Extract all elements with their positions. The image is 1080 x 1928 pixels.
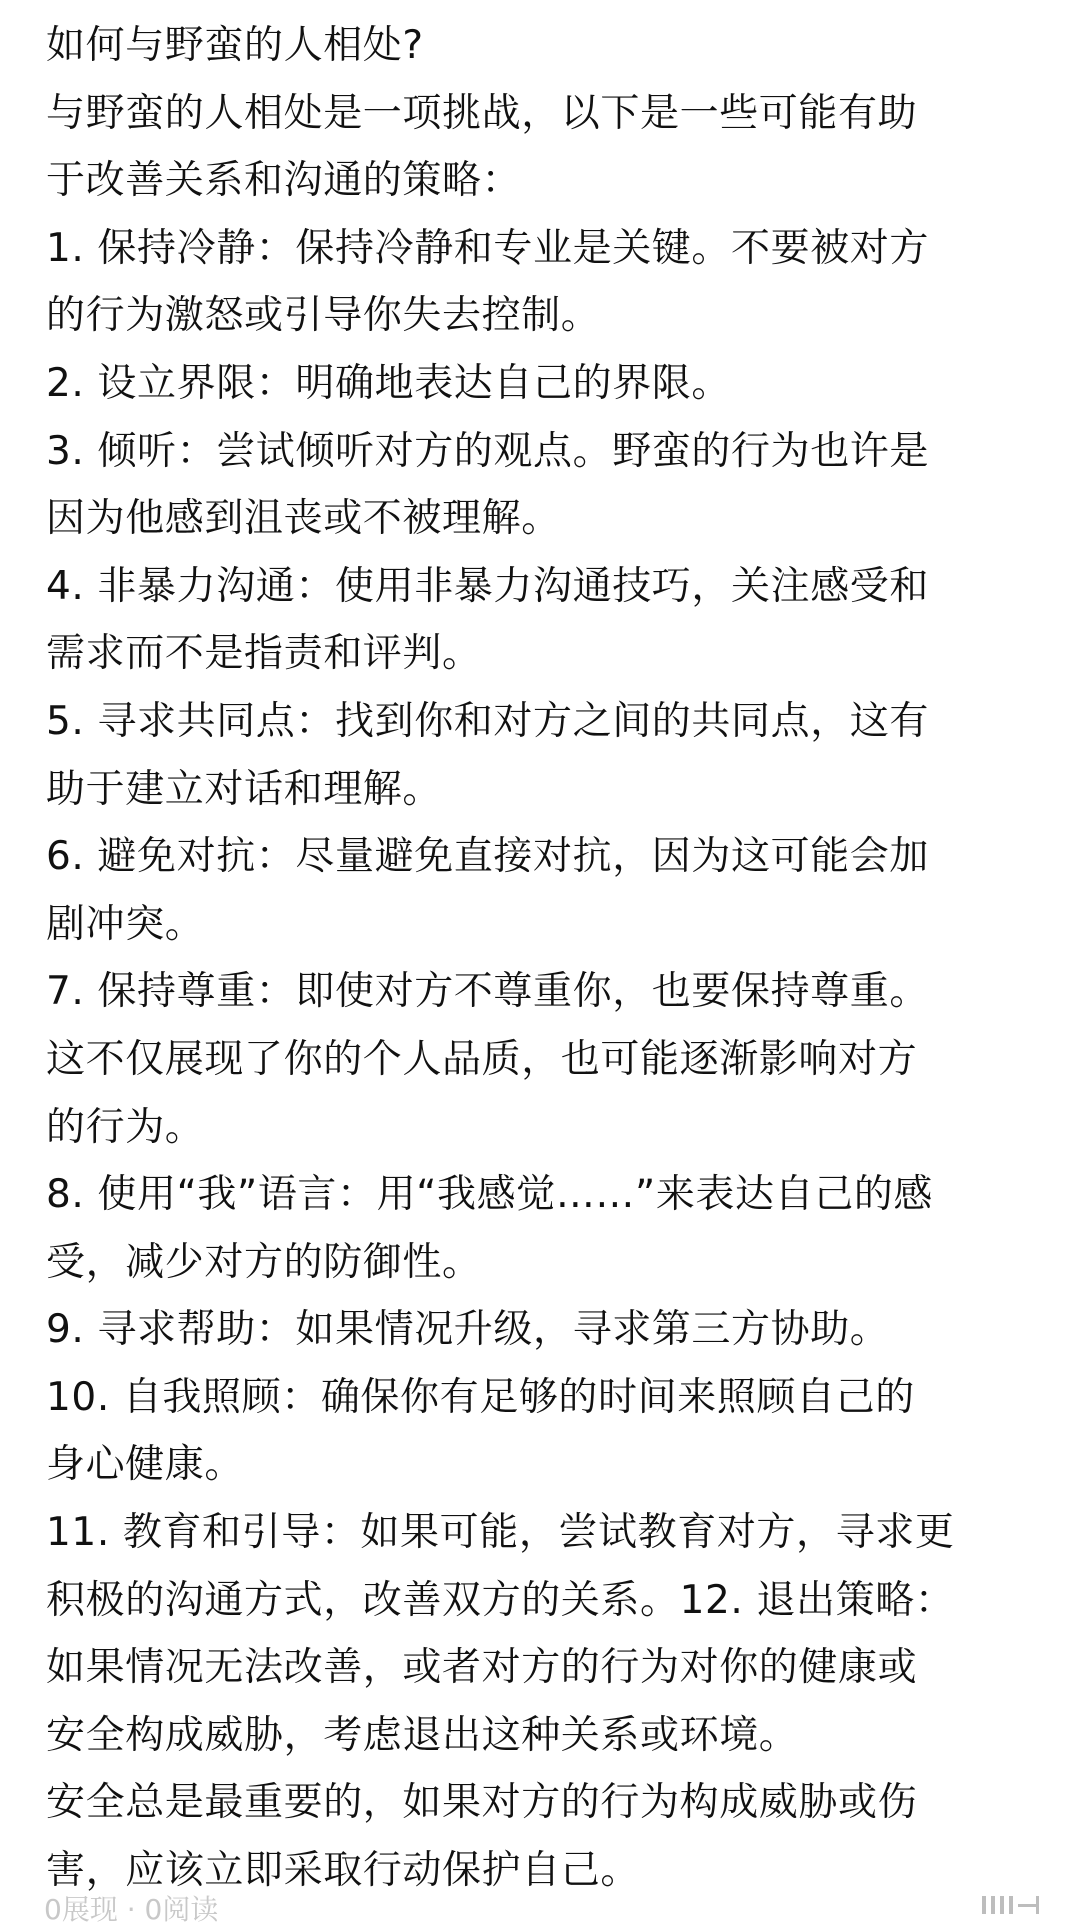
post-body	[46, 12, 1046, 1905]
post-line: 于改善关系和沟通的策略：	[46, 158, 522, 204]
post-line: 与野蛮的人相处是一项挑战，以下是一些可能有助	[46, 90, 918, 136]
post-line: 10. 自我照顾：确保你有足够的时间来照顾自己的	[46, 1374, 915, 1420]
post-line: 3. 倾听：尝试倾听对方的观点。野蛮的行为也许是	[46, 428, 930, 474]
post-line: 的行为激怒或引导你失去控制。	[46, 293, 601, 339]
post-line: 助于建立对话和理解。	[46, 766, 443, 812]
post-line: 害，应该立即采取行动保护自己。	[46, 1848, 641, 1894]
post-line: 1. 保持冷静：保持冷静和专业是关键。不要被对方	[46, 225, 930, 271]
post-line: 6. 避免对抗：尽量避免直接对抗，因为这可能会加	[46, 834, 930, 880]
post-line: 8. 使用“我”语言：用“我感觉……”来表达自己的感	[46, 1172, 934, 1218]
post-line: 身心健康。	[46, 1442, 245, 1488]
post-line: 因为他感到沮丧或不被理解。	[46, 496, 561, 542]
post-line: 5. 寻求共同点：找到你和对方之间的共同点，这有	[46, 698, 930, 744]
post-line: 9. 寻求帮助：如果情况升级，寻求第三方协助。	[46, 1307, 890, 1353]
post-line: 安全总是最重要的，如果对方的行为构成威胁或伤	[46, 1780, 918, 1826]
signal-bars-icon	[982, 1892, 1042, 1918]
post-line: 7. 保持尊重：即使对方不尊重你，也要保持尊重。	[46, 969, 930, 1015]
post-stats: 0展现 · 0阅读	[44, 1893, 219, 1926]
post-title: 如何与野蛮的人相处?	[46, 23, 424, 68]
post-line: 11. 教育和引导：如果可能，尝试教育对方，寻求更	[46, 1510, 955, 1556]
post-line: 如果情况无法改善，或者对方的行为对你的健康或	[46, 1645, 918, 1691]
post-line: 安全构成威胁，考虑退出这种关系或环境。	[46, 1712, 799, 1758]
post-line: 2. 设立界限：明确地表达自己的界限。	[46, 360, 732, 406]
post-line: 这不仅展现了你的个人品质，也可能逐渐影响对方	[46, 1036, 918, 1082]
post-line: 受，减少对方的防御性。	[46, 1239, 482, 1285]
post-line: 积极的沟通方式，改善双方的关系。12. 退出策略：	[46, 1577, 955, 1623]
post-line: 剧冲突。	[46, 901, 205, 947]
post-line: 4. 非暴力沟通：使用非暴力沟通技巧，关注感受和	[46, 563, 930, 609]
post-line: 需求而不是指责和评判。	[46, 631, 482, 677]
post-line: 的行为。	[46, 1104, 205, 1150]
